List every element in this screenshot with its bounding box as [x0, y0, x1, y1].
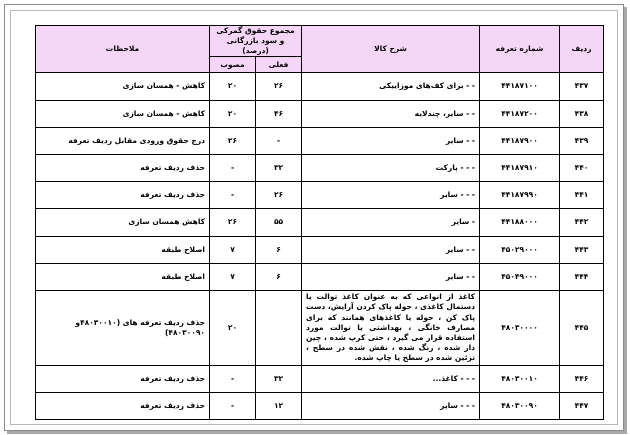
header-current: فعلی	[256, 57, 302, 73]
cell-tariff: ۴۴۱۸۷۱۰۰	[480, 73, 560, 100]
cell-current: ۲۶	[256, 182, 302, 209]
table-row	[36, 291, 604, 366]
cell-current: ۵۵	[256, 209, 302, 236]
table-row	[36, 100, 604, 127]
cell-approved: ۷	[210, 236, 256, 263]
cell-current: ۶	[256, 236, 302, 263]
cell-row-no: ۴۳۸	[560, 100, 604, 127]
table-row	[36, 365, 604, 392]
cell-tariff: ۴۴۱۸۸۰۰۰	[480, 209, 560, 236]
cell-description: - - سایر، چندلایه	[302, 100, 480, 127]
table-row	[36, 209, 604, 236]
cell-approved: -	[210, 154, 256, 181]
cell-remarks: حذف ردیف تعرفه	[36, 182, 210, 209]
cell-row-no: ۴۴۱	[560, 182, 604, 209]
table-row	[36, 73, 604, 100]
cell-row-no: ۴۴۲	[560, 209, 604, 236]
cell-row-no: ۴۴۴	[560, 263, 604, 290]
table-row	[36, 154, 604, 181]
cell-row-no: ۴۴۶	[560, 365, 604, 392]
cell-current: ۱۲	[256, 392, 302, 419]
cell-remarks: کاهش - همسان سازی	[36, 73, 210, 100]
cell-remarks: حذف ردیف تعرفه	[36, 392, 210, 419]
cell-approved: -	[210, 182, 256, 209]
cell-tariff: ۴۴۱۸۷۲۰۰	[480, 100, 560, 127]
header-remarks: ملاحظات	[36, 26, 210, 73]
cell-row-no: ۴۴۳	[560, 236, 604, 263]
cell-current: -	[256, 127, 302, 154]
document-page	[4, 4, 624, 431]
cell-approved: -	[210, 365, 256, 392]
cell-remarks: اصلاح طبقه	[36, 263, 210, 290]
tariff-table	[35, 25, 604, 420]
cell-current: ۶	[256, 263, 302, 290]
cell-remarks: کاهش - همسان سازی	[36, 100, 210, 127]
cell-row-no: ۴۴۰	[560, 154, 604, 181]
cell-row-no: ۴۳۹	[560, 127, 604, 154]
cell-current: ۴۶	[256, 100, 302, 127]
cell-tariff: ۴۴۱۸۷۹۰۰	[480, 127, 560, 154]
cell-tariff: ۴۵۰۴۹۰۰۰	[480, 263, 560, 290]
header-approved: مصوب	[210, 57, 256, 73]
cell-approved: ۲۰	[210, 73, 256, 100]
cell-current: ۳۲	[256, 365, 302, 392]
cell-description: - سایر	[302, 209, 480, 236]
cell-description: - - - پارکت	[302, 154, 480, 181]
cell-tariff: ۴۵۰۲۹۰۰۰	[480, 236, 560, 263]
cell-description: - - سایر	[302, 127, 480, 154]
cell-row-no: ۴۳۷	[560, 73, 604, 100]
cell-tariff: ۴۸۰۳۰۰۱۰	[480, 365, 560, 392]
cell-approved: ۲۰	[210, 291, 256, 366]
table-row	[36, 236, 604, 263]
table-row	[36, 263, 604, 290]
cell-approved: ۷	[210, 263, 256, 290]
cell-approved: -	[210, 392, 256, 419]
cell-description: - - برای کف‌های موزاییکی	[302, 73, 480, 100]
cell-tariff: ۴۸۰۳۰۰۹۰	[480, 392, 560, 419]
cell-approved: ۲۶	[210, 127, 256, 154]
cell-description: کاغذ از انواعی که به عنوان کاغذ توالت یا دستمال کاغذی ، حوله پاک کردن آرایش، دست پاک کن ، حوله یا کاغذهای همانند که برای مصارف خانگی ، بهداشتی یا توالت مورد استفاده قرار می گیرد ، حتی کرپ شده ، چین دار شده ، رنگ شده ، نقش شده در سطح ، تزئین شده در سطح یا چاپ شده.	[302, 291, 480, 366]
cell-tariff: ۴۸۰۳۰۰۰۰	[480, 291, 560, 366]
header-description: شرح کالا	[302, 26, 480, 73]
cell-current: ۲۶	[256, 73, 302, 100]
header-tariff-no: شماره تعرفه	[480, 26, 560, 73]
table-row	[36, 127, 604, 154]
table-row	[36, 392, 604, 419]
cell-description: - - - کاغذ...	[302, 365, 480, 392]
cell-current	[256, 291, 302, 366]
cell-description: - - سایر	[302, 263, 480, 290]
cell-remarks: اصلاح طبقه	[36, 236, 210, 263]
cell-description: - - - سایر	[302, 182, 480, 209]
cell-current: ۳۲	[256, 154, 302, 181]
cell-row-no: ۴۴۷	[560, 392, 604, 419]
cell-remarks: حذف ردیف تعرفه های (۴۸۰۳۰۰۱۰و ۴۸۰۳۰۰۹۰)	[36, 291, 210, 366]
cell-approved: ۲۶	[210, 209, 256, 236]
cell-tariff: ۴۴۱۸۷۹۱۰	[480, 154, 560, 181]
cell-remarks: حذف ردیف تعرفه	[36, 365, 210, 392]
header-total-duties: مجموع حقوق گمرکی و سود بازرگانی (درصد)	[210, 26, 302, 57]
table-row	[36, 182, 604, 209]
cell-remarks: حذف ردیف تعرفه	[36, 154, 210, 181]
cell-approved: ۲۰	[210, 100, 256, 127]
header-row-no: ردیف	[560, 26, 604, 73]
cell-row-no: ۴۴۵	[560, 291, 604, 366]
cell-description: - - سایر	[302, 236, 480, 263]
cell-remarks: درج حقوق ورودی مقابل ردیف تعرفه	[36, 127, 210, 154]
cell-description: - - - سایر	[302, 392, 480, 419]
cell-tariff: ۴۴۱۸۷۹۹۰	[480, 182, 560, 209]
cell-remarks: کاهش همسان سازی	[36, 209, 210, 236]
